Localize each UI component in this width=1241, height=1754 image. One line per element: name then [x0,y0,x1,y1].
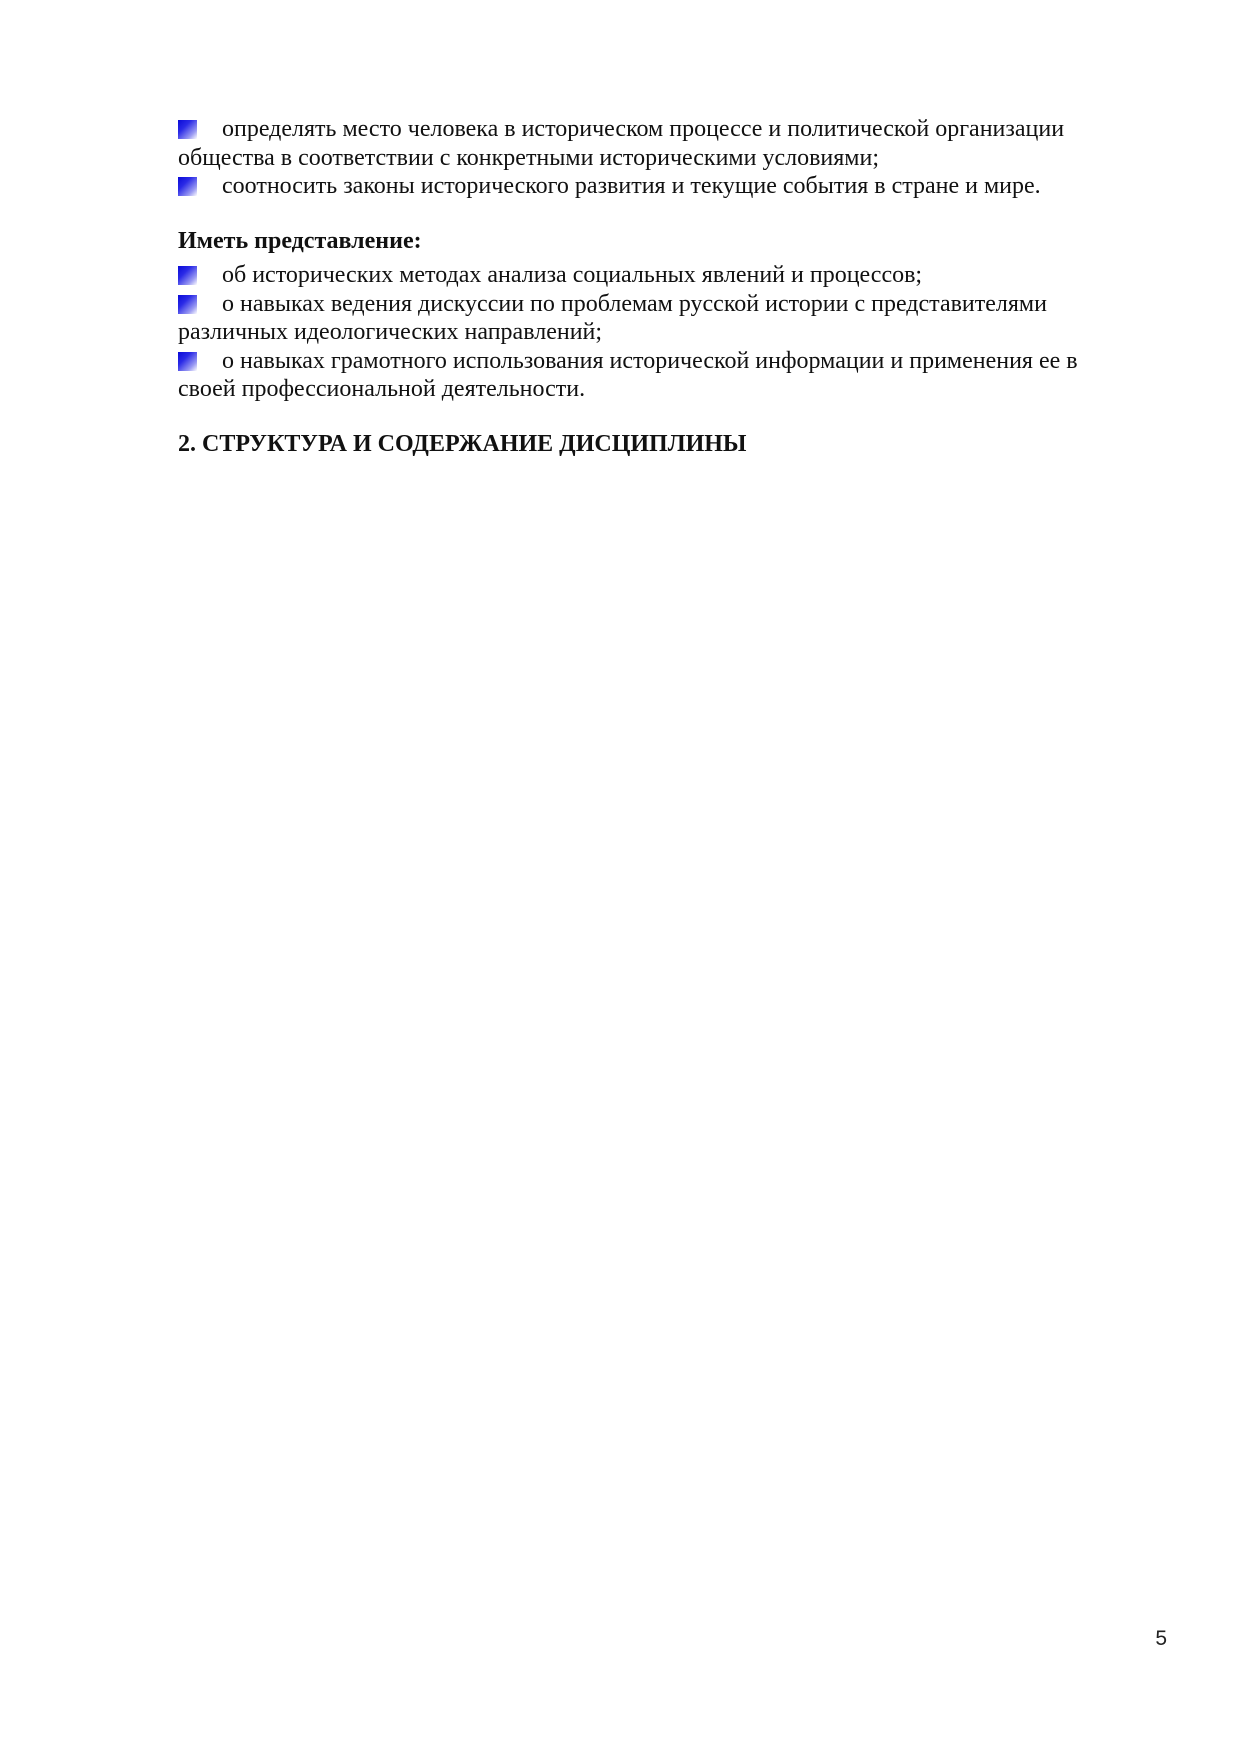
square-bullet-icon [178,177,197,196]
list-item [178,115,1128,172]
list-item [178,290,1128,347]
square-bullet-icon [178,120,197,139]
list-item [178,261,1128,290]
list-item-text: об исторических методах анализа социальных явлений и процессов; [222,262,923,288]
square-bullet-icon [178,266,197,285]
list-item [178,172,1128,201]
list-item-text: о навыках ведения дискуссии по проблемам русской истории с представителями различных идеологических направлений; [178,290,1047,345]
list-item-text: определять место человека в историческом процессе и политической организации общества в соответствии с конкретными историческими условиями; [178,116,1065,171]
square-bullet-icon [178,352,197,371]
square-bullet-icon [178,295,197,314]
skills-list [178,115,1128,201]
page-content [178,115,1128,458]
section-title: 2. СТРУКТУРА И СОДЕРЖАНИЕ ДИСЦИПЛИНЫ [178,430,747,457]
list-item-text: соотносить законы исторического развития и текущие события в стране и мире. [222,173,1041,199]
representation-heading: Иметь представление: [178,227,422,254]
list-item [178,347,1128,404]
page-number: 5 [1155,1627,1167,1650]
list-item-text: о навыках грамотного использования исторической информации и применения ее в своей профессиональной деятельности. [178,347,1078,402]
representation-list [178,261,1128,404]
